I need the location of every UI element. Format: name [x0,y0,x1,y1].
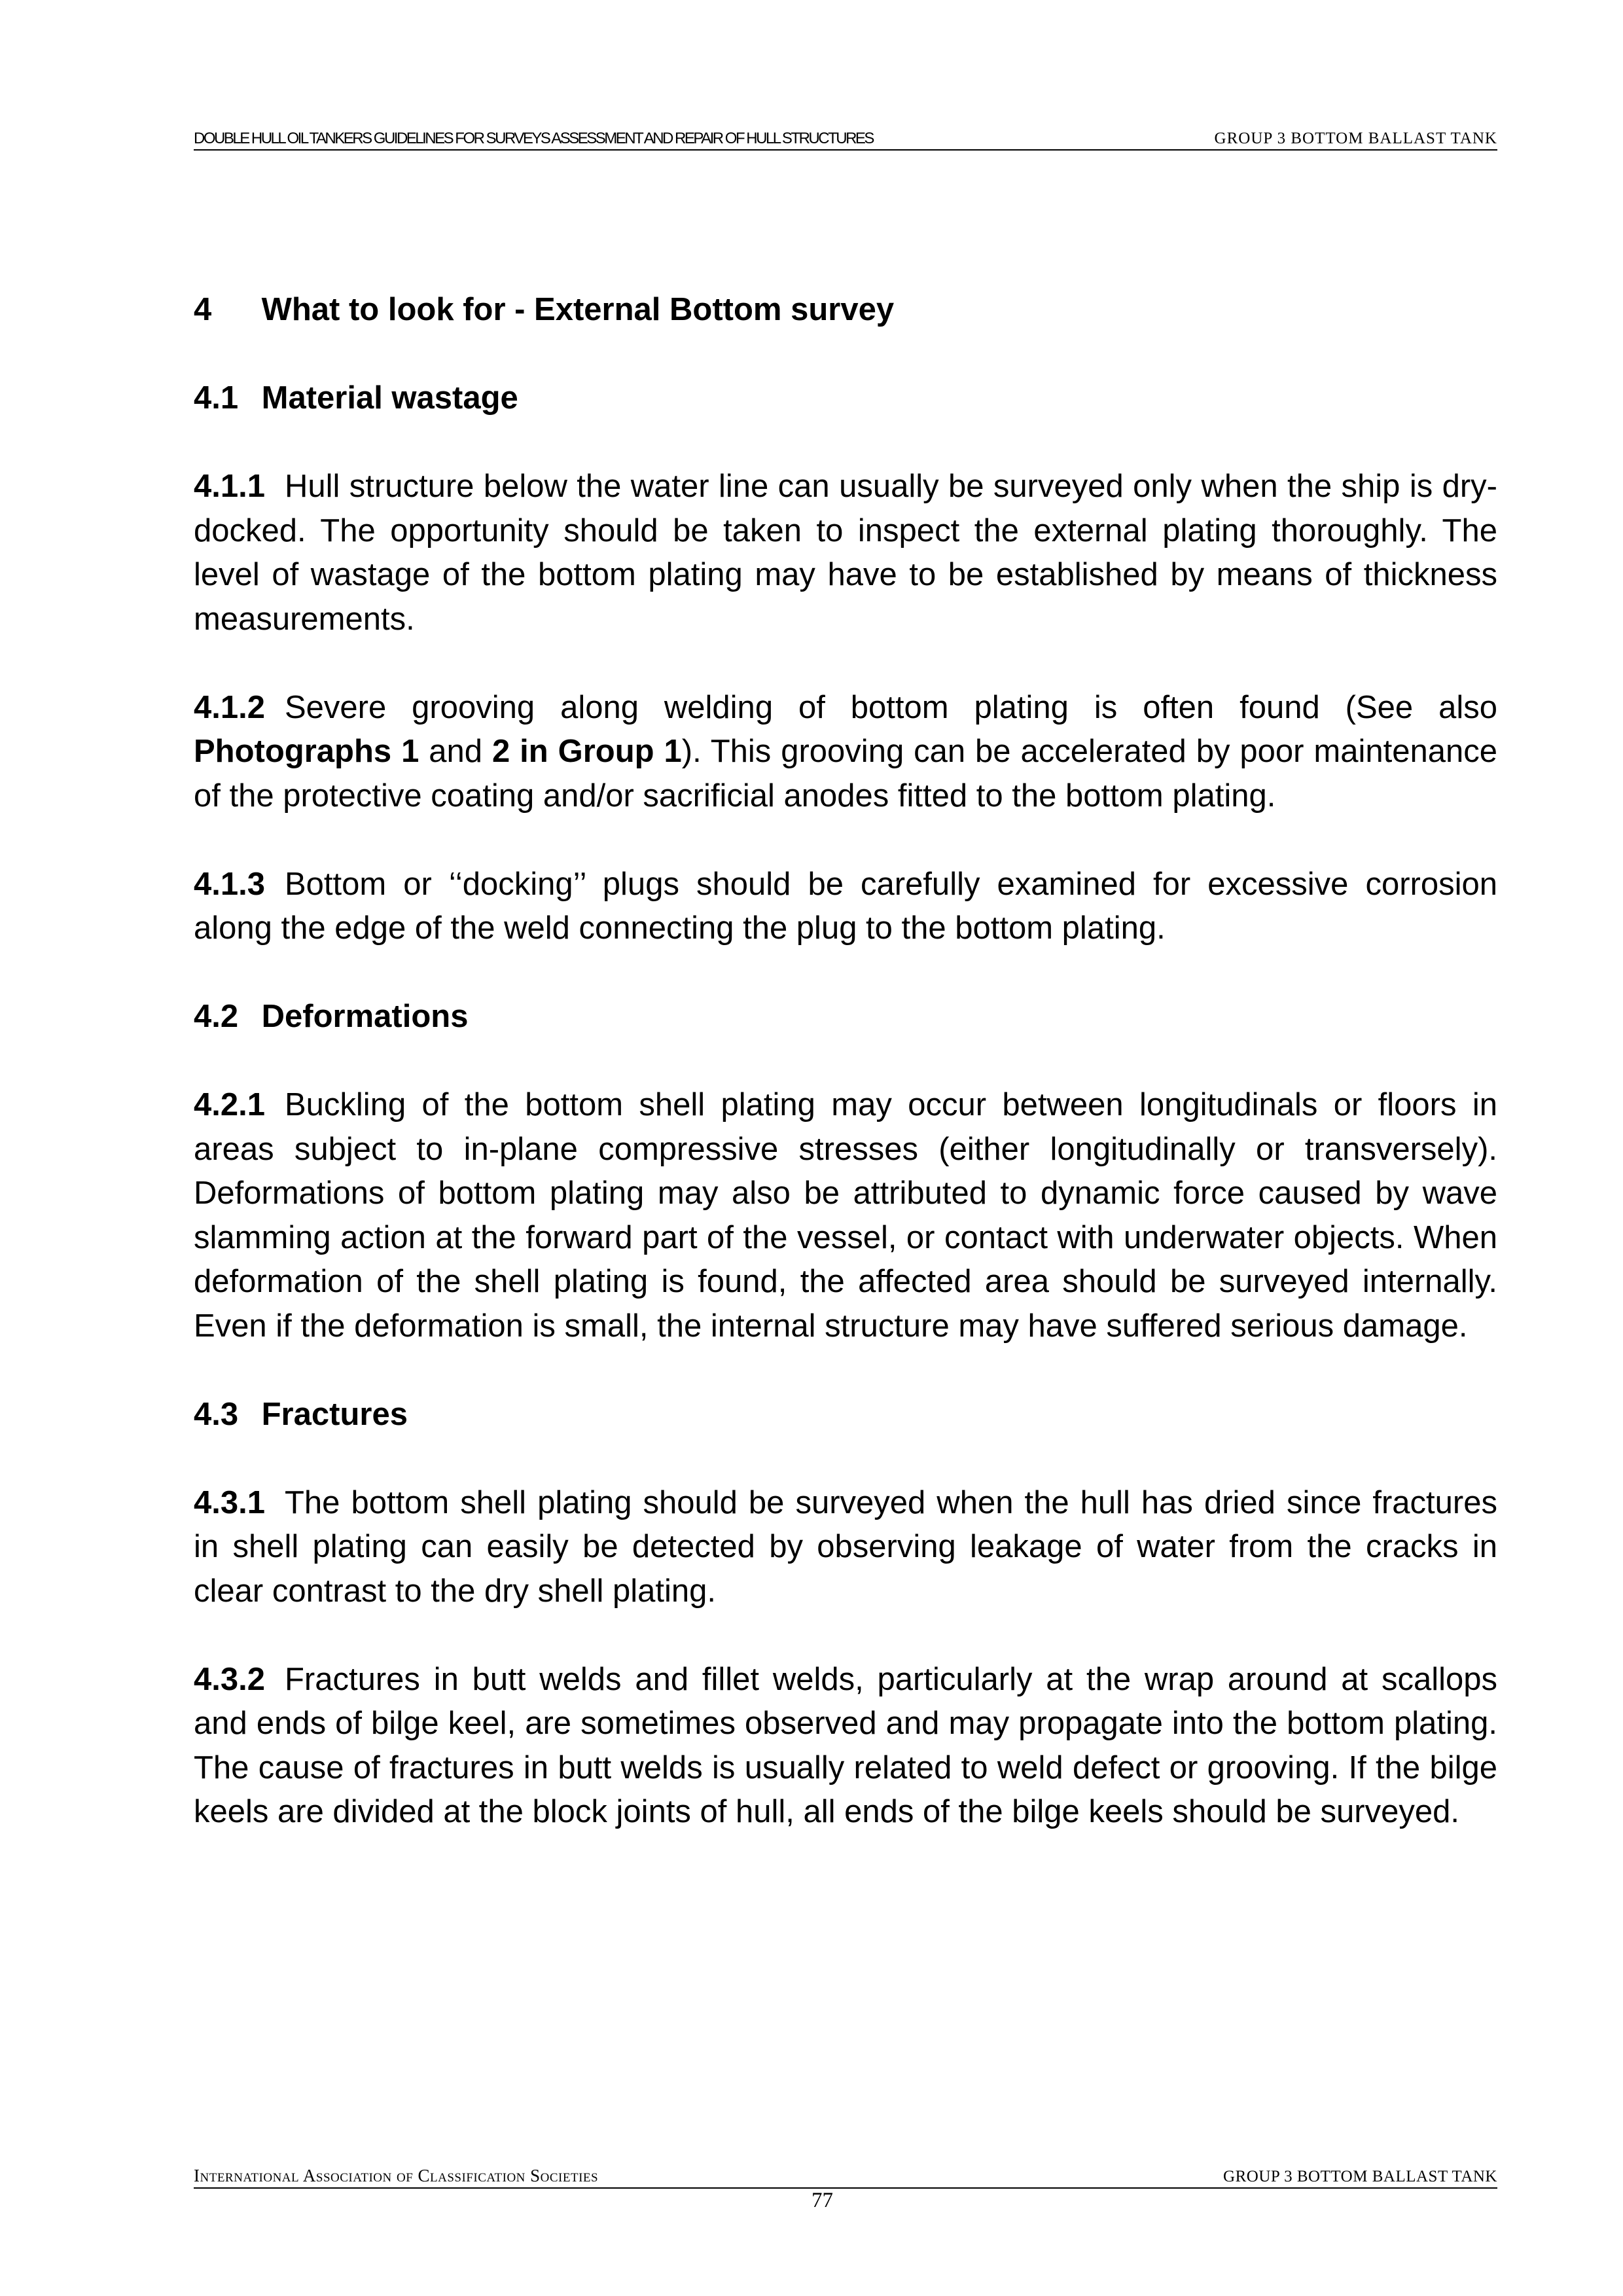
paragraph-4-1-3 [194,863,1497,951]
page-footer [194,2166,1497,2189]
subsection-heading-4-2 [194,995,1497,1039]
section-title: What to look for - External Bottom survey [261,292,895,327]
paragraph-text: Hull structure below the water line can usually be surveyed only when the ship is dry-docked. The opportunity should be taken to inspect the external plating thoroughly. The level of wastage of the bottom plating may have to be established by means of thickness measurements. [194,469,1497,637]
paragraph-number: 4.1.3 [194,866,265,902]
paragraph-text: Buckling of the bottom shell plating may occur between longitudinals or floors in areas subject to in-plane compressive stresses (either longitudinally or transversely). Deformations of bottom plating may also be attributed to dynamic force caused by wave slamming action at the forward part of the vessel, or contact with underwater objects. When deformation of the shell plating is found, the affected area should be surveyed internally. Even if the deformation is small, the internal structure may have suffered serious damage. [194,1087,1497,1344]
paragraph-number: 4.3.2 [194,1661,265,1697]
subsection-title: Material wastage [261,380,518,416]
section-heading [194,288,1497,332]
paragraph-number: 4.1.2 [194,689,265,725]
page-header [194,128,1497,151]
paragraph-4-3-1 [194,1481,1497,1614]
paragraph-text: and [419,734,492,769]
paragraph-text: Fractures in butt welds and fillet welds, particularly at the wrap around at scallops and ends of bilge keel, are sometimes observed and may propagate into the bottom plating. The cause of fractures in butt welds is usually related to weld defect or grooving. If the bilge keels are divided at the block joints of hull, all ends of the bilge keels should be surveyed. [194,1661,1497,1829]
paragraph-text: The bottom shell plating should be surveyed when the hull has dried since fractures in shell plating can easily be detected by observing leakage of water from the cracks in clear contrast to the dry shell plating. [194,1484,1497,1609]
section-number: 4 [194,292,212,327]
paragraph-number: 4.3.1 [194,1484,265,1520]
subsection-heading-4-3 [194,1393,1497,1437]
header-document-title: DOUBLE HULL OIL TANKERS GUIDELINES FOR SURVEYS ASSESSMENT AND REPAIR OF HULL STRUCTURES [194,130,873,147]
page-number: 77 [812,2189,833,2212]
paragraph-number: 4.2.1 [194,1087,265,1122]
paragraph-4-1-1 [194,465,1497,641]
header-group-title: GROUP 3 BOTTOM BALLAST TANK [1214,130,1497,147]
subsection-number: 4.2 [194,999,239,1034]
footer-organization: International Association of Classification Societies [194,2166,599,2185]
page-content [194,288,1497,1878]
photo-reference: Photographs 1 [194,734,419,769]
paragraph-number: 4.1.1 [194,469,265,504]
subsection-heading-4-1 [194,376,1497,421]
subsection-title: Deformations [261,999,469,1034]
group-reference: 2 in Group 1 [491,734,682,769]
paragraph-text: Severe grooving along welding of bottom plating is often found (See also [284,689,1497,725]
paragraph-text: Bottom or ‘‘docking’’ plugs should be carefully examined for excessive corrosion along the edge of the weld connecting the plug to the bottom plating. [194,866,1497,946]
subsection-number: 4.1 [194,380,239,416]
paragraph-4-2-1 [194,1083,1497,1348]
paragraph-text: ). This grooving can be accelerated by poor maintenance of the protective coating and/or sacrificial anodes fitted to the bottom plating. [194,734,1497,814]
paragraph-4-3-2 [194,1658,1497,1835]
paragraph-4-1-2 [194,686,1497,819]
subsection-title: Fractures [261,1396,408,1432]
footer-group-title: GROUP 3 BOTTOM BALLAST TANK [1223,2168,1497,2185]
subsection-number: 4.3 [194,1396,239,1432]
